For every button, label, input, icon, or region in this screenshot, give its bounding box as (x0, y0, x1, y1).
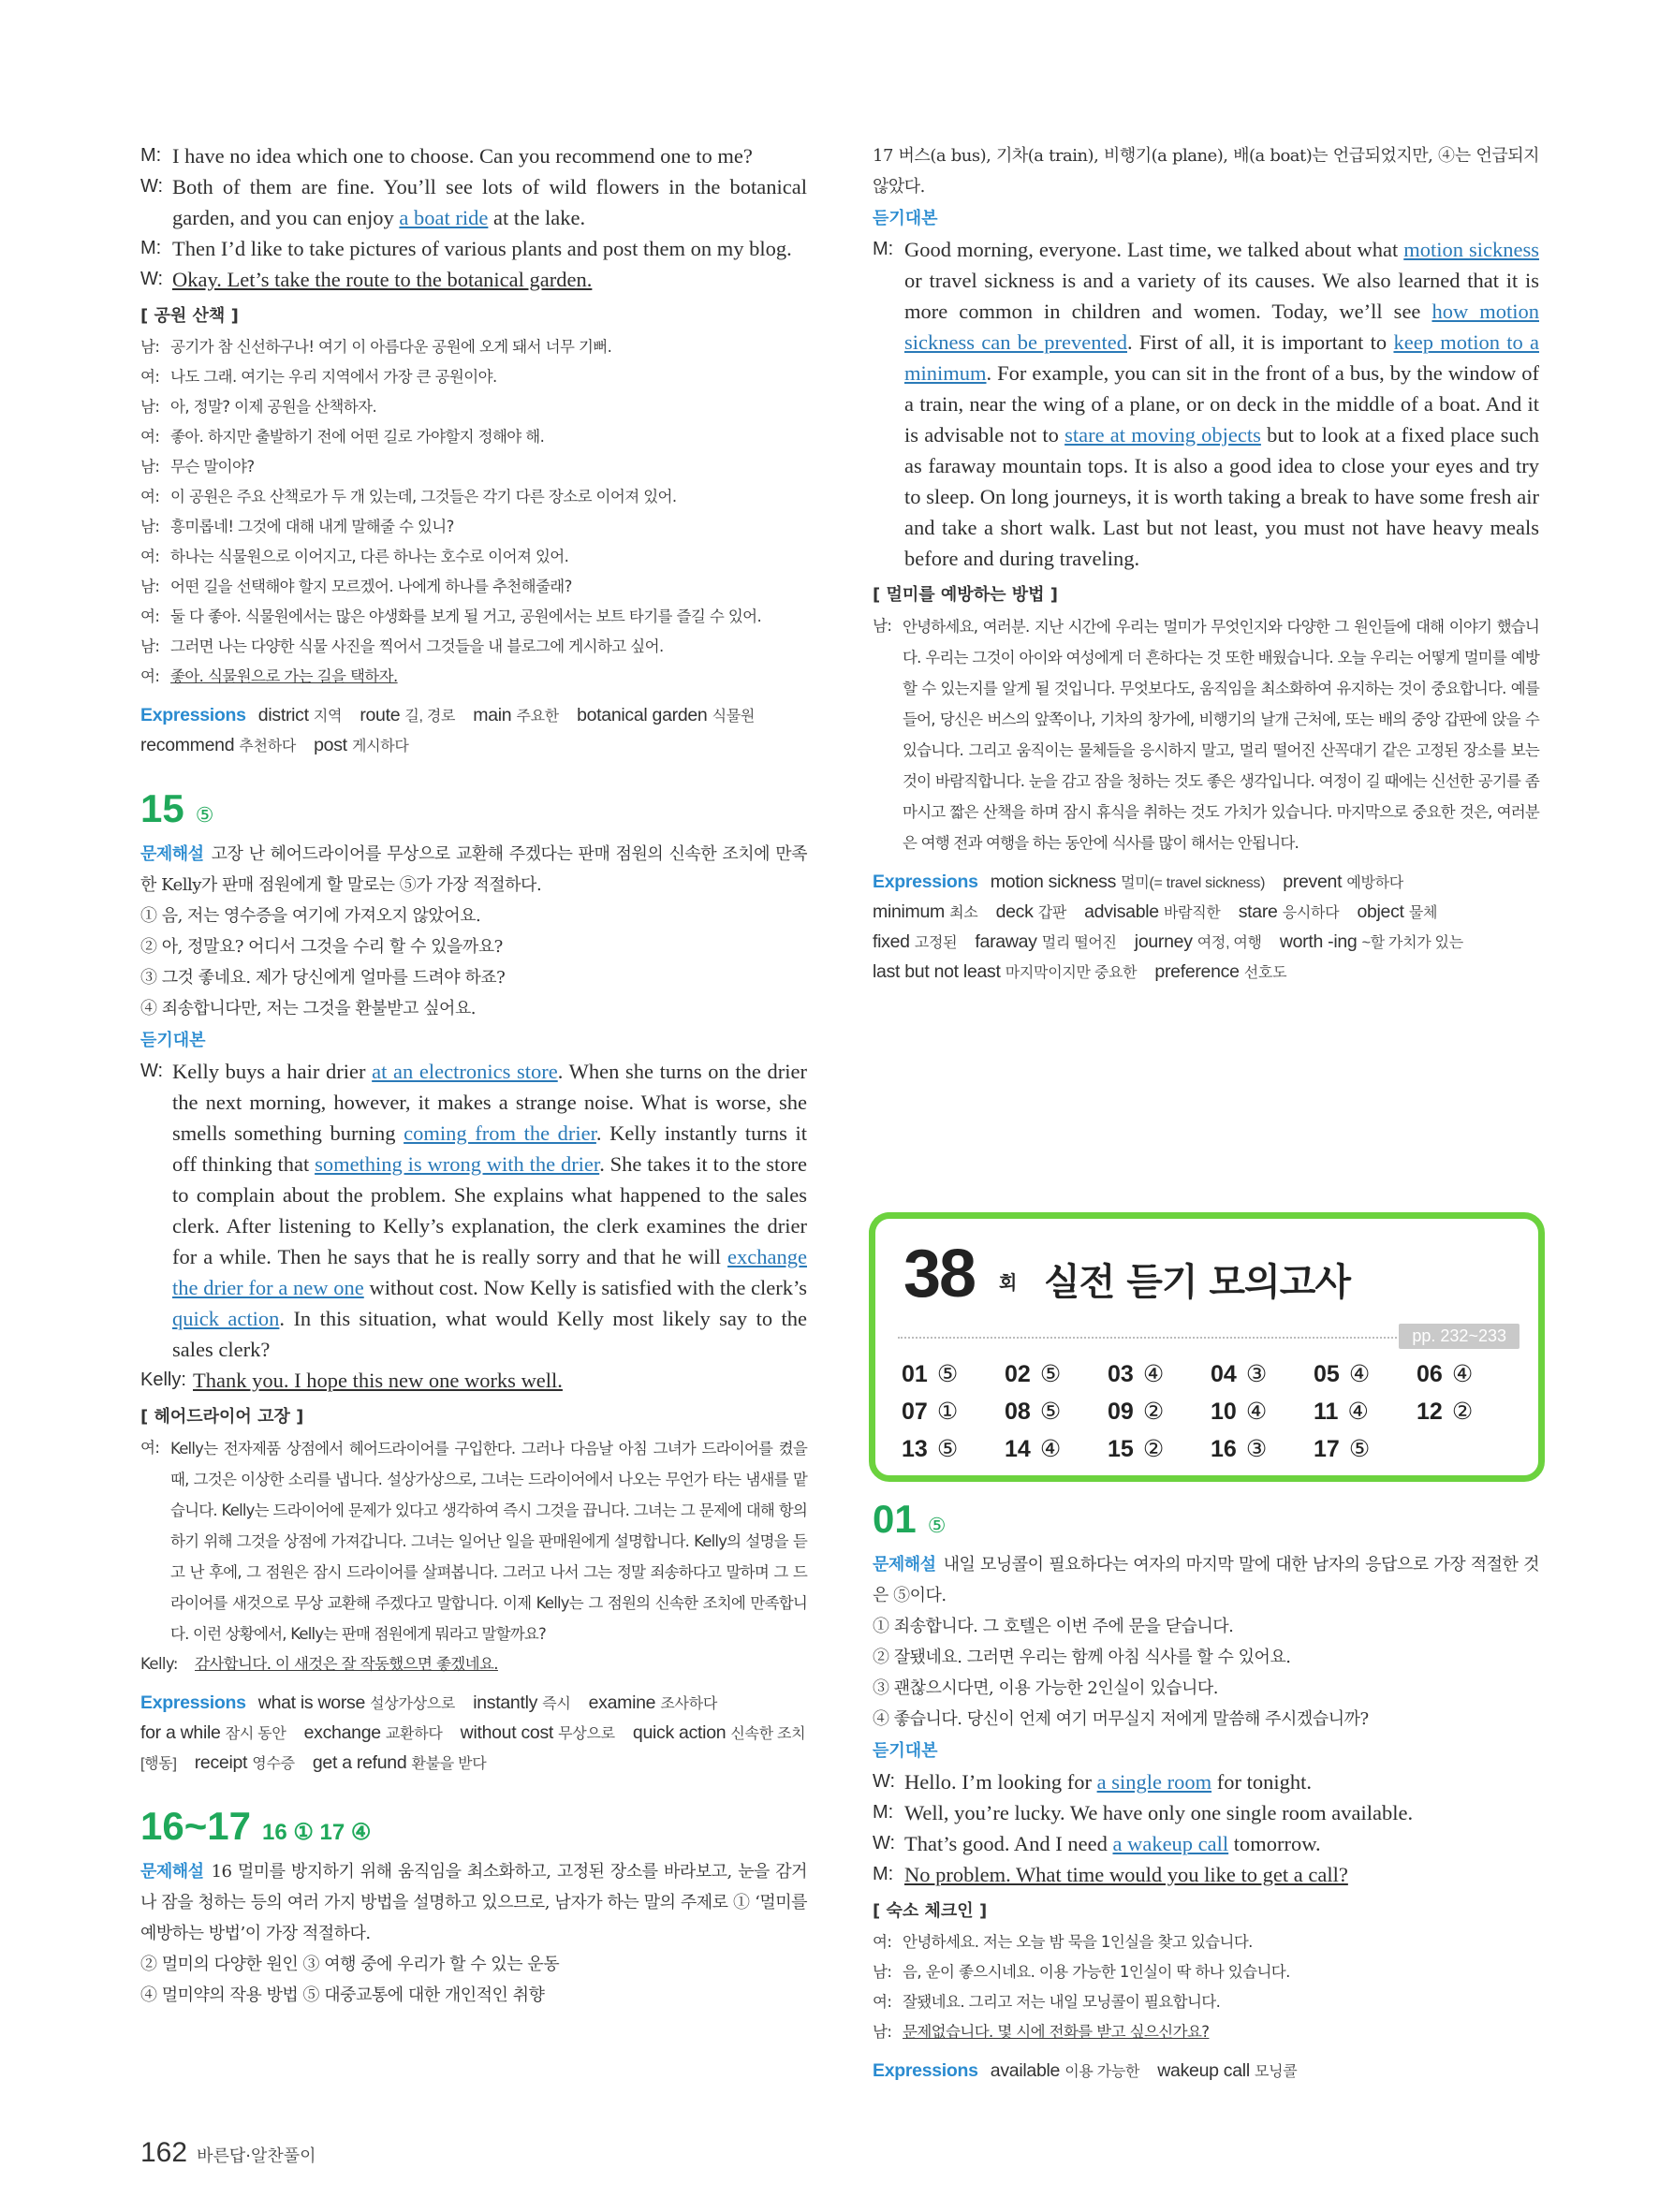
dialog-park (140, 140, 807, 295)
answer-cell: 13 ⑤ (902, 1436, 959, 1462)
answer-grid (902, 1357, 1520, 1466)
choice: ③ 그것 좋네요. 제가 당신에게 얼마를 드려야 하죠? (140, 968, 506, 988)
answer-cell: 12 ② (1417, 1399, 1474, 1425)
q01-solution: 문제해설 내일 모닝콜이 필요하다는 여자의 마지막 말에 대한 남자의 응답으로 가장 적절한 것은 ⑤이다. (873, 1555, 1539, 1605)
question-01-section (873, 1496, 1539, 2087)
script-label: 듣기대본 (873, 1741, 938, 1761)
answer-cell: 11 ④ (1314, 1399, 1369, 1425)
answer-cell: 17 ⑤ (1314, 1436, 1371, 1462)
test-number: 38 (903, 1237, 976, 1311)
motion-heading: [ 멀미를 예방하는 방법 ] (873, 585, 1059, 605)
checkin-heading: [ 숙소 체크인 ] (873, 1901, 988, 1921)
q15-solution: 문제해설 고장 난 헤어드라이어를 무상으로 교환해 주겠다는 판매 점원의 신속한 조치에 만족한 Kelly가 판매 점원에게 할 말로는 ⑤가 가장 적절하다. (140, 844, 807, 895)
dialog-line: W: Both of them are fine. You’ll see lots of wild flowers in the botanical garden, and you can enjoy a boat ride at the lake. (140, 175, 807, 229)
expressions-park: Expressions district 지역 route 길, 경로 main 주요한 botanical garden 식물원 recommend 추천하다 post 게시하다 (140, 705, 756, 755)
answer-cell: 02 ⑤ (1005, 1361, 1062, 1387)
left-column (140, 140, 807, 2011)
answer-cell: 09 ② (1108, 1399, 1165, 1425)
question-16-17-header: 16~17 16 ① 17 ④ (140, 1804, 372, 1848)
choice: ② 아, 정말요? 어디서 그것을 수리 할 수 있을까요? (140, 937, 503, 957)
q17-note: 17 버스(a bus), 기차(a train), 비행기(a plane), 배(a boat)는 언급되었지만, ④는 언급되지 않았다. (873, 146, 1539, 197)
page-footer (140, 2137, 316, 2169)
answer-cell: 10 ④ (1211, 1399, 1268, 1425)
park-translation: 남: 공기가 참 신선하구나! 여기 이 아름다운 공원에 오게 돼서 너무 기뻐. 여: 나도 그래. 여기는 우리 지역에서 가장 큰 공원이야. 남: 아, 정말? 이제 공원을 산책하자. 여: 좋아. 하지만 출발하기 전에 어떤 길로 가야할지 정해야 해. 남: 무슨 말이야? 여: 이 공원은 주요 산책로가 두 개 있는데, 그것들은 각기 다른 장소로 이어져 있어. 남: 흥미롭네! 그것에 대해 내게 말해줄 수 있니? 여: 하나는 식물원으로 이어지고, 다른 하나는 호수로 이어져 있어. 남: 어떤 길을 선택해야 할지 모르겠어. 나에게 하나를 추천해줄래? 여: 둘 다 좋아. 식물원에서는 많은 야생화를 보게 될 거고, 공원에서는 보트 타기를 즐길 수 있어. 남: 그러면 나는 다양한 식물 사진을 찍어서 그것들을 내 블로그에 게시하고 싶어. 여: 좋아. 식물원으로 가는 길을 택하자. (140, 338, 762, 685)
answer-cell: 15 ② (1108, 1436, 1165, 1462)
book-title: 바른답·알찬풀이 (197, 2146, 316, 2166)
motion-sickness-script: M: Good morning, everyone. Last time, we talked about what motion sickness or travel sickness is and a variety of its causes. We also learned that it is more common in children and women. Today, we’ll see how motion sickness can be prevented. First of all, it is important to keep motion to a minimum. For example, you can sit in the front of a bus, by the window of a train, near the wing of a plane, or on deck in the middle of a boat. And it is advisable not to stare at moving objects but to look at a fixed place such as faraway mountain tops. It is also a good idea to close your eyes and try to sleep. On long journeys, it is worth taking a break to have some fresh air and take a short walk. Last but not least, you must not have heavy meals before and during traveling. (873, 238, 1540, 570)
checkin-translation: 여: 안녕하세요. 저는 오늘 밤 묵을 1인실을 찾고 있습니다. 남: 음, 운이 좋으시네요. 이용 가능한 1인실이 딱 하나 있습니다. 여: 잘됐네요. 그리고 저는 내일 모닝콜이 필요합니다. 남: 문제없습니다. 몇 시에 전화를 받고 싶으신가요? (873, 1933, 1290, 2041)
q15-script: W: Kelly buys a hair drier at an electronics store. When she turns on the drier the next morning, however, it makes a strange noise. What is worse, she smells something burning coming from the drier. Kelly instantly turns it off thinking that something is wrong with the drier. She takes it to the store to complain about the problem. She explains what happened to the sales clerk. After listening to Kelly’s explanation, the clerk examines the drier for a while. Then he says that he is really sorry and that he will exchange the drier for a new one without cost. Now Kelly is satisfied with the clerk’s quick action. In this situation, what would Kelly most likely say to the sales clerk? Kelly: Thank you. I hope this new one works well. (140, 1060, 808, 1392)
q01-dialog: W: Hello. I’m looking for a single room for tonight. M: Well, you’re lucky. We have only one single room available. W: That’s good. And I need a wakeup call tomorrow. M: No problem. What time would you like to get a call? (873, 1770, 1414, 1886)
choice: ① 음, 저는 영수증을 여기에 가져오지 않았어요. (140, 906, 481, 926)
choice: ① 죄송합니다. 그 호텔은 이번 주에 문을 닫습니다. (873, 1617, 1234, 1636)
answer-cell: 07 ① (902, 1399, 959, 1425)
choice: ④ 좋습니다. 당신이 언제 여기 머무실지 저에게 말씀해 주시겠습니까? (873, 1709, 1369, 1729)
script-label: 듣기대본 (140, 1031, 206, 1050)
choice: ② 멀미의 다양한 원인 ③ 여행 중에 우리가 할 수 있는 운동 (140, 1955, 560, 1974)
page-range: pp. 232~233 (1399, 1324, 1520, 1349)
right-column (873, 140, 1539, 988)
answer-cell: 16 ③ (1211, 1436, 1268, 1462)
script-label: 듣기대본 (873, 209, 938, 228)
question-15-header: 15 ⑤ (140, 786, 214, 830)
expressions-motion: Expressions motion sickness 멀미(= travel sickness) prevent 예방하다 minimum 최소 deck 갑판 advisable 바람직한 stare 응시하다 object 물체 fixed 고정된 faraway 멀리 떨어진 journey 여정, 여행 worth -ing ~할 가치가 있는 last but not least 마지막이지만 중요한 preference 선호도 (873, 872, 1463, 982)
motion-translation: 남: 안녕하세요, 여러분. 지난 시간에 우리는 멀미가 무엇인지와 다양한 그 원인들에 대해 이야기 했습니다. 우리는 그것이 아이와 여성에게 더 흔하다는 것 또한 배웠습니다. 오늘 우리는 어떻게 멀미를 예방할 수 있는지를 알게 될 것입니다. 무엇보다도, 움직임을 최소화하여 유지하는 것이 중요합니다. 예를 들어, 당신은 버스의 앞쪽이나, 기차의 창가에, 비행기의 날개 근처에, 또는 배의 중앙 갑판에 앉을 수 있습니다. 그리고 움직이는 물체들을 응시하지 말고, 멀리 떨어진 산꼭대기 같은 고정된 장소를 보는 것이 바람직합니다. 눈을 감고 잠을 청하는 것도 좋은 생각입니다. 여정이 길 때에는 신선한 공기를 좀 마시고 짧은 산책을 하며 잠시 휴식을 취하는 것도 가치가 있습니다. 마지막으로 중요한 것은, 여러분은 여행 전과 여행을 하는 동안에 식사를 많이 해서는 안됩니다. (873, 617, 1539, 852)
keyword: a boat ride (399, 206, 489, 229)
answer-cell: 14 ④ (1005, 1436, 1062, 1462)
hairdrier-heading: [ 헤어드라이어 고장 ] (140, 1407, 304, 1427)
park-heading: [ 공원 산책 ] (140, 306, 239, 326)
test-title: 실전 듣기 모의고사 (1044, 1261, 1350, 1304)
choice: ② 잘됐네요. 그러면 우리는 함께 아침 식사를 할 수 있어요. (873, 1648, 1291, 1667)
answer-cell: 06 ④ (1417, 1361, 1474, 1387)
choice: ④ 죄송합니다만, 저는 그것을 환불받고 싶어요. (140, 999, 477, 1018)
question-01-header: 01 ⑤ (873, 1497, 947, 1541)
answer-key-box (869, 1212, 1545, 1482)
answer-cell: 04 ③ (1211, 1361, 1268, 1387)
expressions-checkin: Expressions available 이용 가능한 wakeup call 모닝콜 (873, 2060, 1298, 2081)
test-number-suffix: 회 (999, 1271, 1018, 1294)
page-number: 162 (140, 2137, 188, 2168)
answer-cell: 01 ⑤ (902, 1361, 959, 1387)
dialog-line: M: Then I’d like to take pictures of various plants and post them on my blog. (140, 237, 792, 260)
answer-cell: 05 ④ (1314, 1361, 1371, 1387)
choice: ③ 괜찮으시다면, 이용 가능한 2인실이 있습니다. (873, 1678, 1218, 1698)
hairdrier-translation: 여: Kelly는 전자제품 상점에서 헤어드라이어를 구입한다. 그러나 다음날 아침 그녀가 드라이어를 켰을 때, 그것은 이상한 소리를 냅니다. 설상가상으로, 그녀는 드라이어에서 나오는 무언가 타는 냄새를 맡습니다. Kelly는 드라이어에 문제가 있다고 생각하여 즉시 그것을 끕니다. 그녀는 그 문제에 대해 항의하기 위해 그것을 상점에 가져갑니다. 그녀는 일어난 일을 판매원에게 설명합니다. Kelly의 설명을 듣고 난 후에, 그 점원은 잠시 드라이어를 살펴봅니다. 그러고 나서 그는 정말 죄송하다고 말하며 그 드라이어를 새것으로 무상 교환해 주겠다고 말합니다. 이제 Kelly는 그 점원의 신속한 조치에 만족합니다. 이런 상황에서, Kelly는 판매 점원에게 뭐라고 말할까요? Kelly: 감사합니다. 이 새것은 잘 작동했으면 좋겠네요. (140, 1439, 807, 1673)
dialog-line: M: I have no idea which one to choose. Can you recommend one to me? (140, 144, 753, 168)
choice: ④ 멀미약의 작용 방법 ⑤ 대중교통에 대한 개인적인 취향 (140, 1985, 545, 2005)
dialog-line: W: Okay. Let’s take the route to the botanical garden. (140, 268, 593, 291)
q16-solution: 문제해설 16 멀미를 방지하기 위해 움직임을 최소화하고, 고정된 장소를 바라보고, 눈을 감거나 잠을 청하는 등의 여러 가지 방법을 설명하고 있으므로, 남자가 하는 말의 주제로 ① ‘멀미를 예방하는 방법’이 가장 적절하다. (140, 1862, 807, 1943)
answer-cell: 08 ⑤ (1005, 1399, 1062, 1425)
answer-cell: 03 ④ (1108, 1361, 1165, 1387)
expressions-hairdrier: Expressions what is worse 설상가상으로 instantly 즉시 examine 조사하다 for a while 잠시 동안 exchange 교환하다 without cost 무상으로 quick action 신속한 조치[행동] receipt 영수증 get a refund 환불을 받다 (140, 1692, 806, 1773)
